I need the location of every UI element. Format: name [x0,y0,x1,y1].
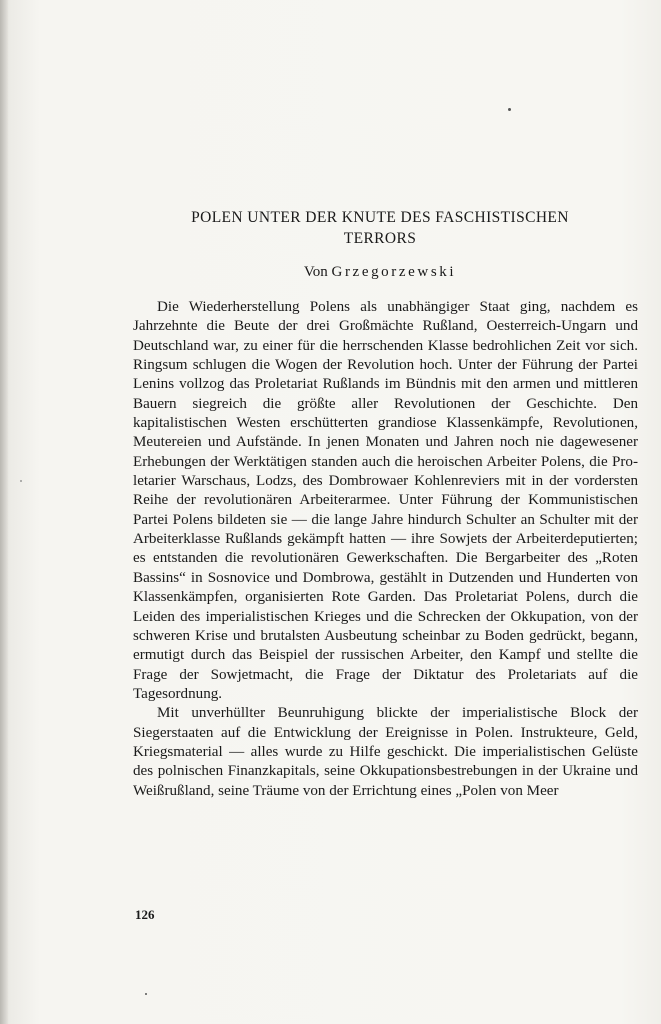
page-number: 126 [135,907,155,922]
author-byline [130,262,630,282]
author-prefix: Von [303,264,328,280]
print-speck [20,480,22,482]
body-paragraph-2: Mit unverhüllter Beunruhigung blickte der imperialistische Block der Siegerstaaten auf die Entwicklung der Ereignisse in Polen. Instrukteure, Geld, Kriegsmaterial — alles wurde zu Hilfe geschickt. Die imperialistischen Gelüste des polnischen Finanzkapitals, seine Okkupationsbestrebungen in der Ukraine und Weißrußland, seine Träume von der Errichtung eines „Polen von Meer [133,705,638,799]
page-binding-edge [0,0,8,1024]
article-title-line-1: POLEN UNTER DER KNUTE DES FASCHISTISCHEN [191,209,569,226]
article-title-line-2: TERRORS [343,230,417,247]
body-paragraph-1: Die Wiederherstellung Polens als unabhängiger Staat ging, nachdem es Jahrzehnte die Beute der drei Großmächte Rußland, Oesterreich-Ungarn und Deutschland war, zu einer für die herrschenden Klasse bedrohlichen Zeit vor sich. Ringsum schlugen die Wogen der Revolution hoch. Unter der Führung der Partei Lenins vollzog das Proletariat Rußlands im Bündnis mit den armen und mittleren Bauern siegreich die größte aller Revolutionen der Geschichte. Den kapitalistischen Westen erschütterten grandiose Klassenkämpfe, Revolutionen, Meutereien und Aufstände. In jenen Monaten und Jahren noch nie dagewesener Erhebungen der Werktätigen standen auch die heroischen Arbeiter Polens, die Proletarier Warschaus, Lodzs, des Dombrowaer Kohlenreviers mit in der vordersten Reihe der revolutionären Arbeiterarmee. Unter Führung der Kommunistischen Partei Polens bildeten sie — die lange Jahre hindurch Schulter an Schulter mit der Arbeiterklasse Rußlands gekämpft hatten — ihre Sowjets der Arbeiterdeputierten; es entstanden die revolutionären Gewerkschaften. Die Bergarbeiter des „Roten Bassins“ in Sosnovice und Dombrowa, gestählt in Dutzenden und Hunderten von Klassenkämpfen, organisierten Rote Garden. Das Proletariat Polens, durch die Leiden des imperialistischen Krieges und die Schrecken der Okkupation, von der schweren Krise und brutalsten Ausbeutung scheinbar zu Boden gedrückt, begann, ermutigt durch das Beispiel der russischen Arbeiter, den Kampf und stellte die Frage der Sowjetmacht, die Frage der Diktatur des Proletariats auf die Tagesordnung. [133,299,638,702]
author-name: Grzegorzewski [331,264,457,280]
article-body [133,298,638,801]
print-speck [508,108,511,111]
article-title [130,207,630,249]
print-speck [145,993,147,995]
